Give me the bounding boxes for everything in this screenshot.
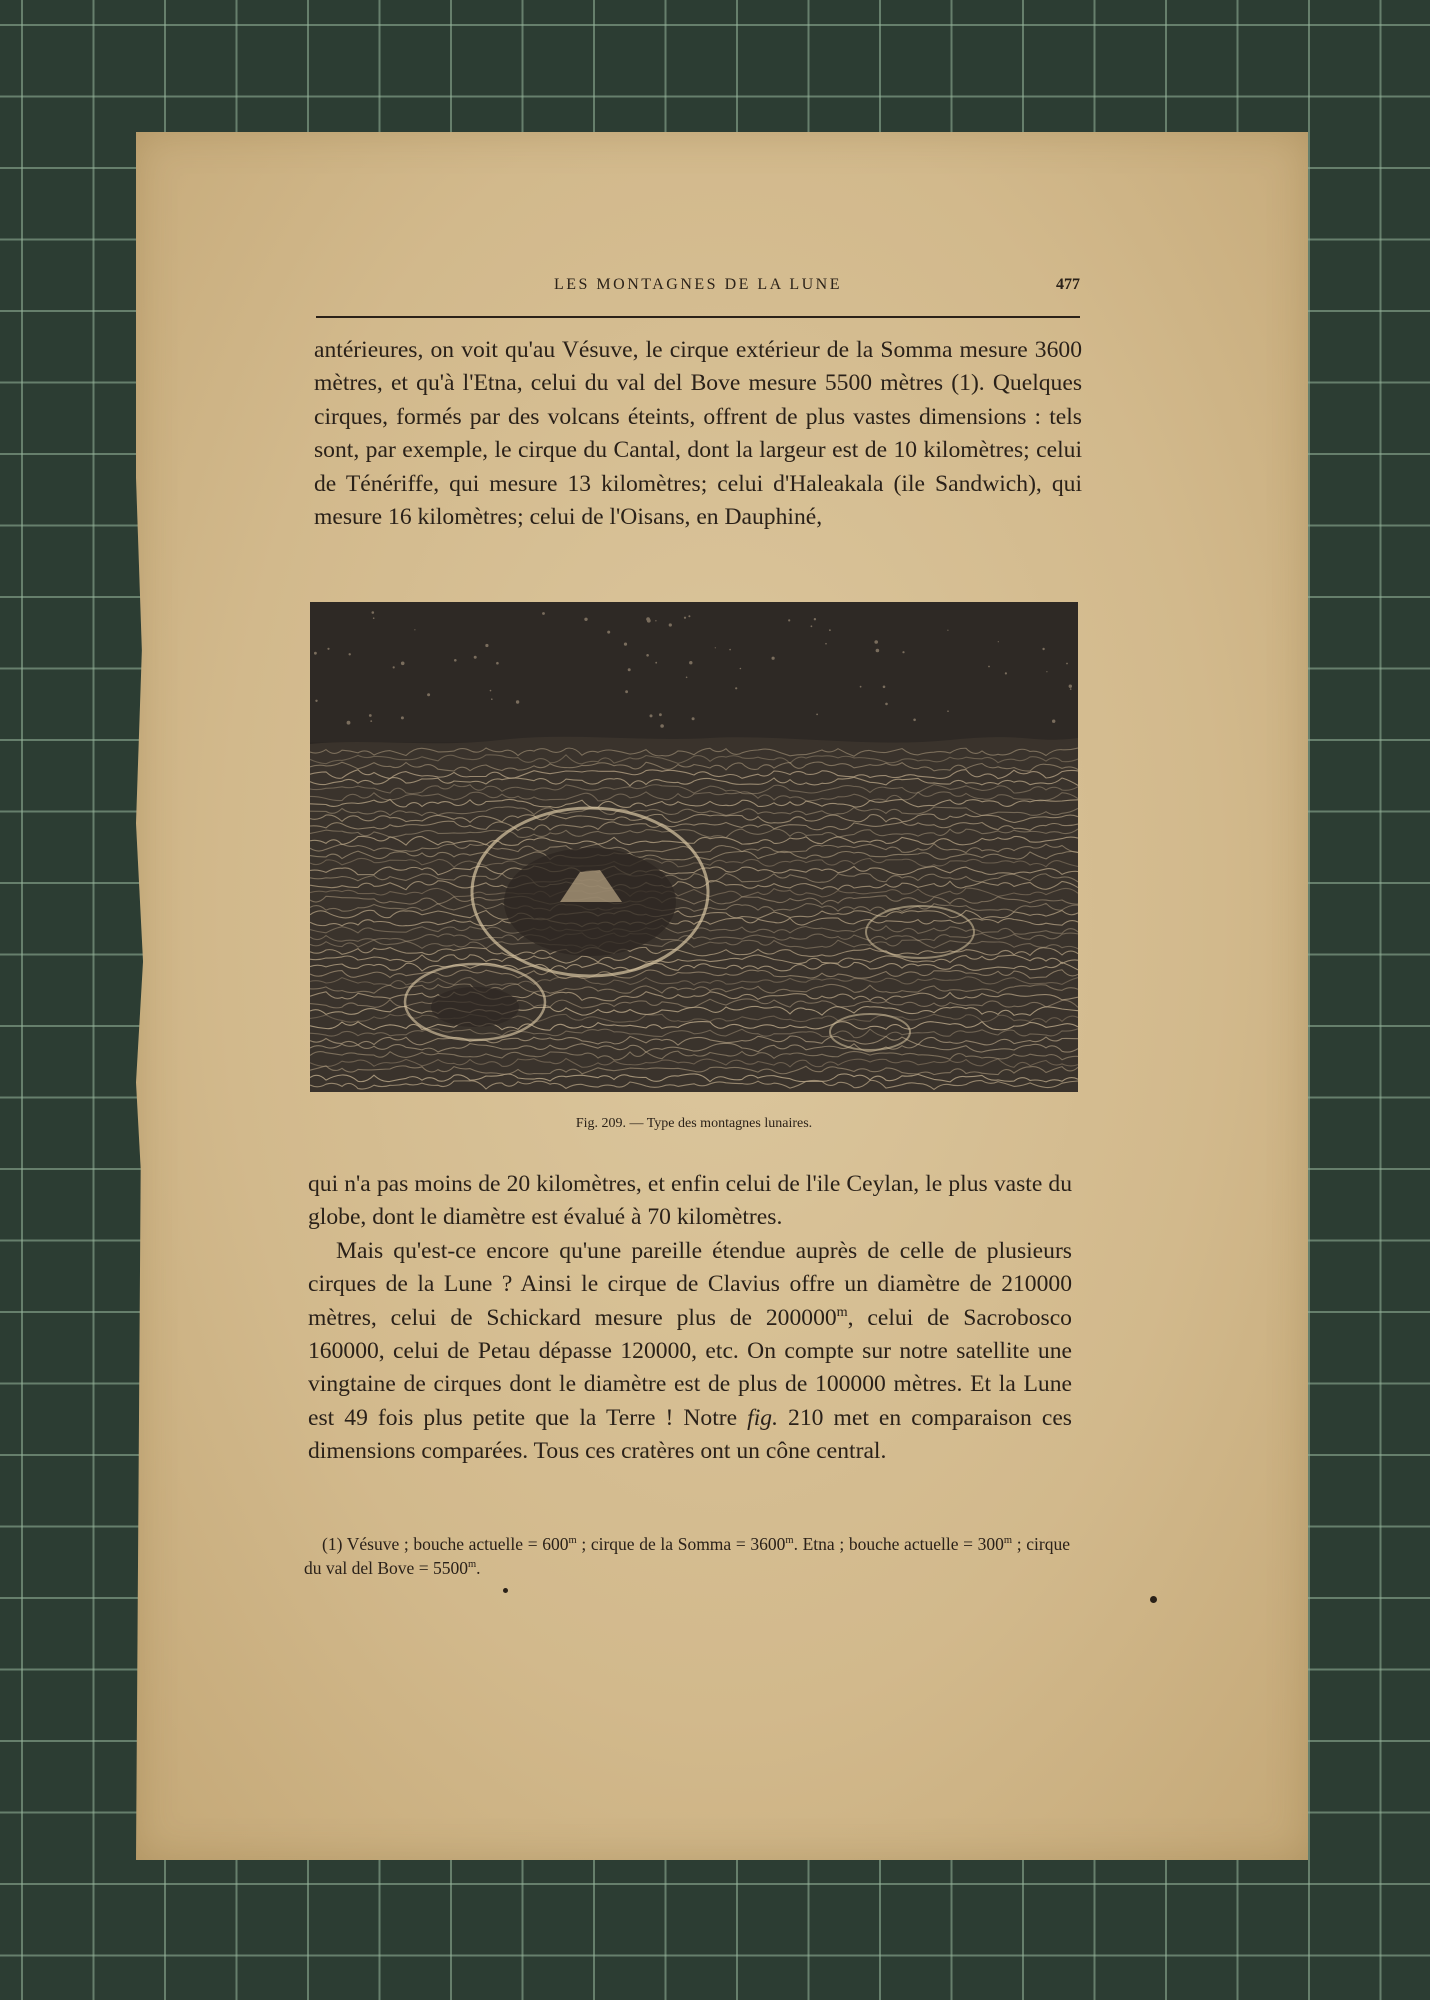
footnote: (1) Vésuve ; bouche actuelle = $600^m$ ; cirque de la Somma = $3600^m$. Etna ; bouche actuelle = $300^m$ ; cirque du val del Bove = $5500^m$.	[304, 1534, 1071, 1578]
figure-caption: Fig. 209. — Type des montagnes lunaires.	[575, 1116, 813, 1131]
lunar-landscape-engraving	[310, 602, 1078, 1092]
page-number: 477	[1056, 276, 1080, 293]
running-title: LES MONTAGNES DE LA LUNE	[553, 276, 843, 293]
ink-speck	[503, 1588, 508, 1593]
paragraph-top: antérieures, on voit qu'au Vésuve, le cirque extérieur de la Somma mesure 3600 mètres, et qu'à l'Etna, celui du val del Bove mesure 5500 mètres (1). Quelques cirques, formés par des volcans éteints, offrent de plus vastes dimensions : tels sont, par exemple, le cirque du Cantal, dont la largeur est de 10 kilomètres; celui de Ténériffe, qui mesure 13 kilomètres; celui d'Haleakala (ile Sandwich), qui mesure 16 kilomètres; celui de l'Oisans, en Dauphiné,	[314, 337, 1082, 531]
footnote-ref: 1	[959, 370, 971, 397]
lunar-landscape-illustration	[310, 602, 1078, 1092]
footnote-marker: (1)	[322, 1534, 343, 1554]
ink-speck	[1150, 1596, 1157, 1603]
paragraph-clavius: Mais qu'est-ce encore qu'une pareille étendue auprès de celle de plusieurs cirques de la Lune ? Ainsi le cirque de Clavius offre un diamètre de 210000 mètres, celui de Schickard mesure plus de 200000$^m$, celui de Sacrobosco 160000, celui de Petau dépasse 120000, etc. On compte sur notre satellite une vingtaine de cirques dont le diamètre est de plus de 100000 mètres. Et la Lune est 49 fois plus petite que la Terre ! Notre fig. 210 met en comparaison ces dimensions comparées. Tous ces cratères ont un cône central.	[308, 1237, 1072, 1465]
paragraph-ceylan: qui n'a pas moins de 20 kilomètres, et enfin celui de l'ile Ceylan, le plus vaste du globe, dont le diamètre est évalué à 70 kilomètres.	[308, 1171, 1072, 1231]
body-text-top	[314, 334, 1082, 534]
running-head	[316, 272, 1080, 318]
body-text-bottom	[308, 1168, 1072, 1469]
